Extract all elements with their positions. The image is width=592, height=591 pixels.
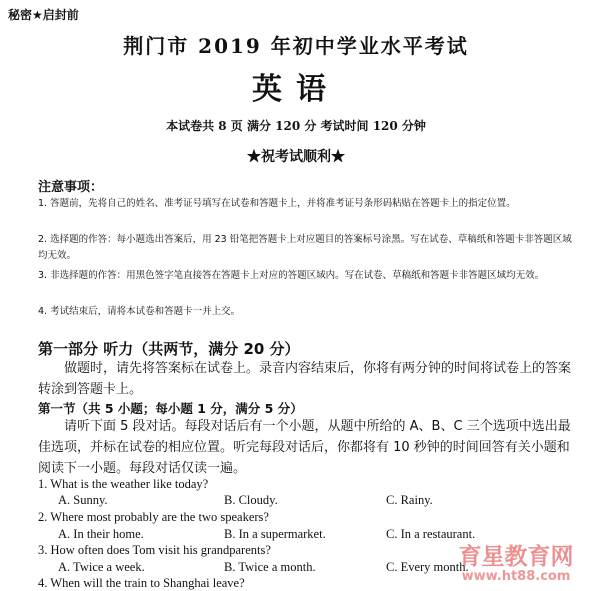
option-1c: C. Rainy. [386,493,433,507]
watermark-text: 育星教育网 [458,544,574,570]
question-4: 4. When will the train to Shanghai leave? [38,576,245,590]
note-item: 3. 非选择题的作答：用黑色签字笔直接答在答题卡上对应的答题区域内。写在试卷、草稿纸和答题卡非答题区域均无效。 [38,270,545,281]
notes-heading: 注意事项： [38,180,104,195]
option-1b: B. Cloudy. [224,493,278,507]
question-3: 3. How often does Tom visit his grandparents? [38,543,271,557]
subject-title: 英语 [252,72,340,107]
note-item: 4. 考试结束后，请将本试卷和答题卡一并上交。 [38,306,241,317]
note-item: 2. 选择题的作答：每小题选出答案后，用 23 铅笔把答题卡上对应题目的答案标号涂黑。写在试卷、草稿纸和答题卡非答题区域均无效。 [38,234,572,261]
option-1a: A. Sunny. [58,493,108,507]
question-1: 1. What is the weather like today? [38,477,209,491]
confidential-label: 秘密★启封前 [8,8,79,22]
good-luck-banner: ★祝考试顺利★ [247,149,345,165]
option-2a: A. In their home. [58,527,144,541]
watermark-url: www.ht88.com [461,569,571,582]
part1-heading: 第一部分 听力（共两节，满分 20 分） [38,340,300,358]
option-2c: C. In a restaurant. [386,527,476,541]
part1-intro: 做题时，请先将答案标在试卷上。录音内容结束后，你将有两分钟的时间将试卷上的答案转涂到答题卡上。 [38,361,572,397]
question-2: 2. Where most probably are the two speakers? [38,510,269,524]
section1-instructions: 请听下面 5 段对话。每段对话后有一个小题，从题中所给的 A、B、C 三个选项中选出最佳选项，并标在试卷的相应位置。听完每段对话后，你都将有 10 秒钟的时间回答有关小题和阅读下一小题。每段对话仅读一遍。 [38,419,571,476]
option-2b: B. In a supermarket. [224,527,326,541]
exam-title: 荆门市 2019 年初中学业水平考试 [123,34,469,58]
exam-info: 本试卷共 8 页 满分 120 分 考试时间 120 分钟 [166,119,426,133]
option-3a: A. Twice a week. [58,560,145,574]
option-3c: C. Every month. [386,560,469,574]
option-3b: B. Twice a month. [224,560,316,574]
section1-heading: 第一节（共 5 小题；每小题 1 分，满分 5 分） [38,401,303,416]
watermark-logo [446,542,586,582]
note-item: 1. 答题前，先将自己的姓名、准考证号填写在试卷和答题卡上，并将准考证号条形码粘贴在答题卡上的指定位置。 [38,198,516,209]
